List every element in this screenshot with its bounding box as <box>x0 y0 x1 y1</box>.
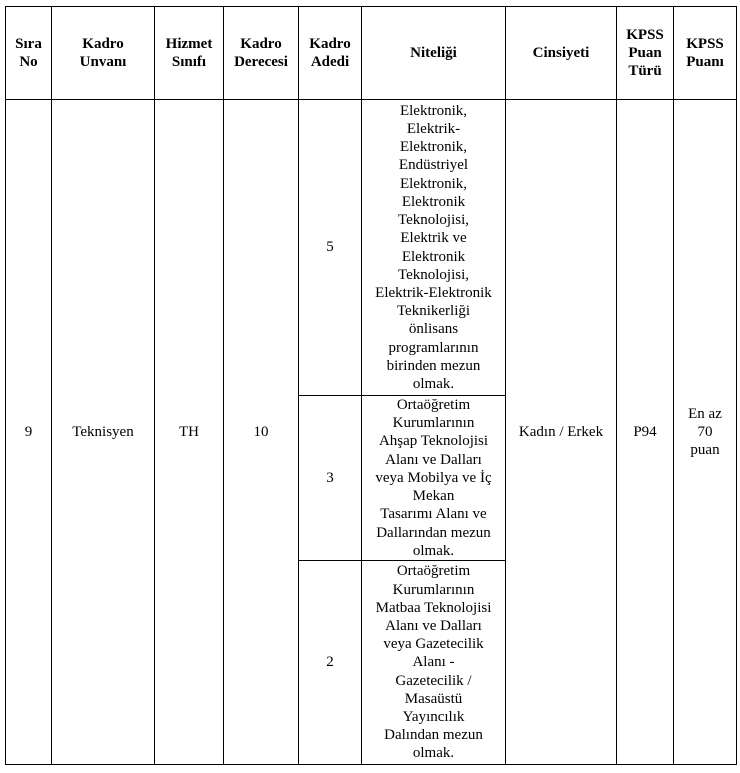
niteligi-line: Dallarından mezun <box>376 524 491 541</box>
niteligi-line: Ahşap Teknolojisi <box>378 433 489 450</box>
niteligi-line: Yayıncılık <box>402 709 465 725</box>
cell-niteligi <box>362 396 506 561</box>
niteligi-line: Elektrik- <box>406 121 461 138</box>
niteligi-line: veya Mobilya ve İç <box>375 469 492 486</box>
staff-table <box>5 6 737 765</box>
niteligi-line: birinden mezun <box>386 357 481 374</box>
niteligi-line: Teknikerliği <box>396 303 471 320</box>
niteligi-line: Elektronik, <box>399 102 468 119</box>
niteligi-line: Teknolojisi, <box>397 266 470 283</box>
header-kadro-adedi: Kadro Adedi <box>299 7 362 100</box>
niteligi-line: Alanı ve Dalları <box>385 451 482 468</box>
header-kpss-puani: KPSS Puanı <box>674 7 737 100</box>
niteligi-line: Kurumlarının <box>392 415 475 432</box>
niteligi-line: Ortaöğretim <box>396 397 471 414</box>
niteligi-line: Endüstriyel <box>398 157 469 174</box>
niteligi-line: Teknolojisi, <box>397 212 470 229</box>
niteligi-line: Kurumlarının <box>392 581 475 598</box>
niteligi-line: Elektrik-Elektronik <box>375 284 492 301</box>
niteligi-line: Tasarımı Alanı ve <box>380 506 487 523</box>
cell-kpss-puan-turu: P94 <box>617 100 674 765</box>
cell-kadro-adedi: 2 <box>299 561 362 765</box>
niteligi-line: olmak. <box>412 542 455 559</box>
cell-hizmet-sinifi: TH <box>155 100 224 765</box>
header-kadro-unvani: Kadro Unvanı <box>52 7 155 100</box>
niteligi-line: olmak. <box>412 375 455 392</box>
niteligi-line: Alanı ve Dalları <box>385 617 482 634</box>
niteligi-line: Elektronik <box>401 193 466 210</box>
cell-kadro-derecesi: 10 <box>224 100 299 765</box>
cell-kpss-puani: En az 70 puan <box>674 100 737 765</box>
niteligi-line: Dalından mezun <box>384 727 483 744</box>
header-row <box>6 7 737 100</box>
niteligi-line: Mekan <box>412 488 455 505</box>
niteligi-line: Elektronik, <box>399 175 468 192</box>
niteligi-line: Elektrik ve <box>400 230 467 247</box>
cell-kadro-adedi: 3 <box>299 396 362 561</box>
cell-sira-no: 9 <box>6 100 52 765</box>
niteligi-line: Gazetecilik / <box>395 672 472 689</box>
niteligi-line: Matbaa Teknolojisi <box>375 599 492 616</box>
niteligi-line: Elektronik <box>401 248 466 265</box>
table-row <box>6 100 737 396</box>
niteligi-line: Alanı - <box>412 654 455 671</box>
cell-kadro-unvani: Teknisyen <box>52 100 155 765</box>
cell-cinsiyeti: Kadın / Erkek <box>506 100 617 765</box>
niteligi-line: Masaüstü <box>404 690 463 707</box>
header-hizmet-sinifi: Hizmet Sınıfı <box>155 7 224 100</box>
niteligi-line: Ortaöğretim <box>396 563 471 580</box>
niteligi-line: olmak. <box>412 745 455 762</box>
niteligi-line: veya Gazetecilik <box>383 636 484 653</box>
cell-niteligi <box>362 100 506 396</box>
header-kpss-puan-turu: KPSS Puan Türü <box>617 7 674 100</box>
niteligi-line: önlisans <box>408 321 459 338</box>
header-kadro-derecesi: Kadro Derecesi <box>224 7 299 100</box>
header-sira-no: Sıra No <box>6 7 52 100</box>
cell-niteligi <box>362 561 506 765</box>
header-cinsiyeti: Cinsiyeti <box>506 7 617 100</box>
niteligi-line: Elektronik, <box>399 139 468 156</box>
cell-kadro-adedi: 5 <box>299 100 362 396</box>
header-niteligi: Niteliği <box>362 7 506 100</box>
niteligi-line: programlarının <box>388 339 479 356</box>
